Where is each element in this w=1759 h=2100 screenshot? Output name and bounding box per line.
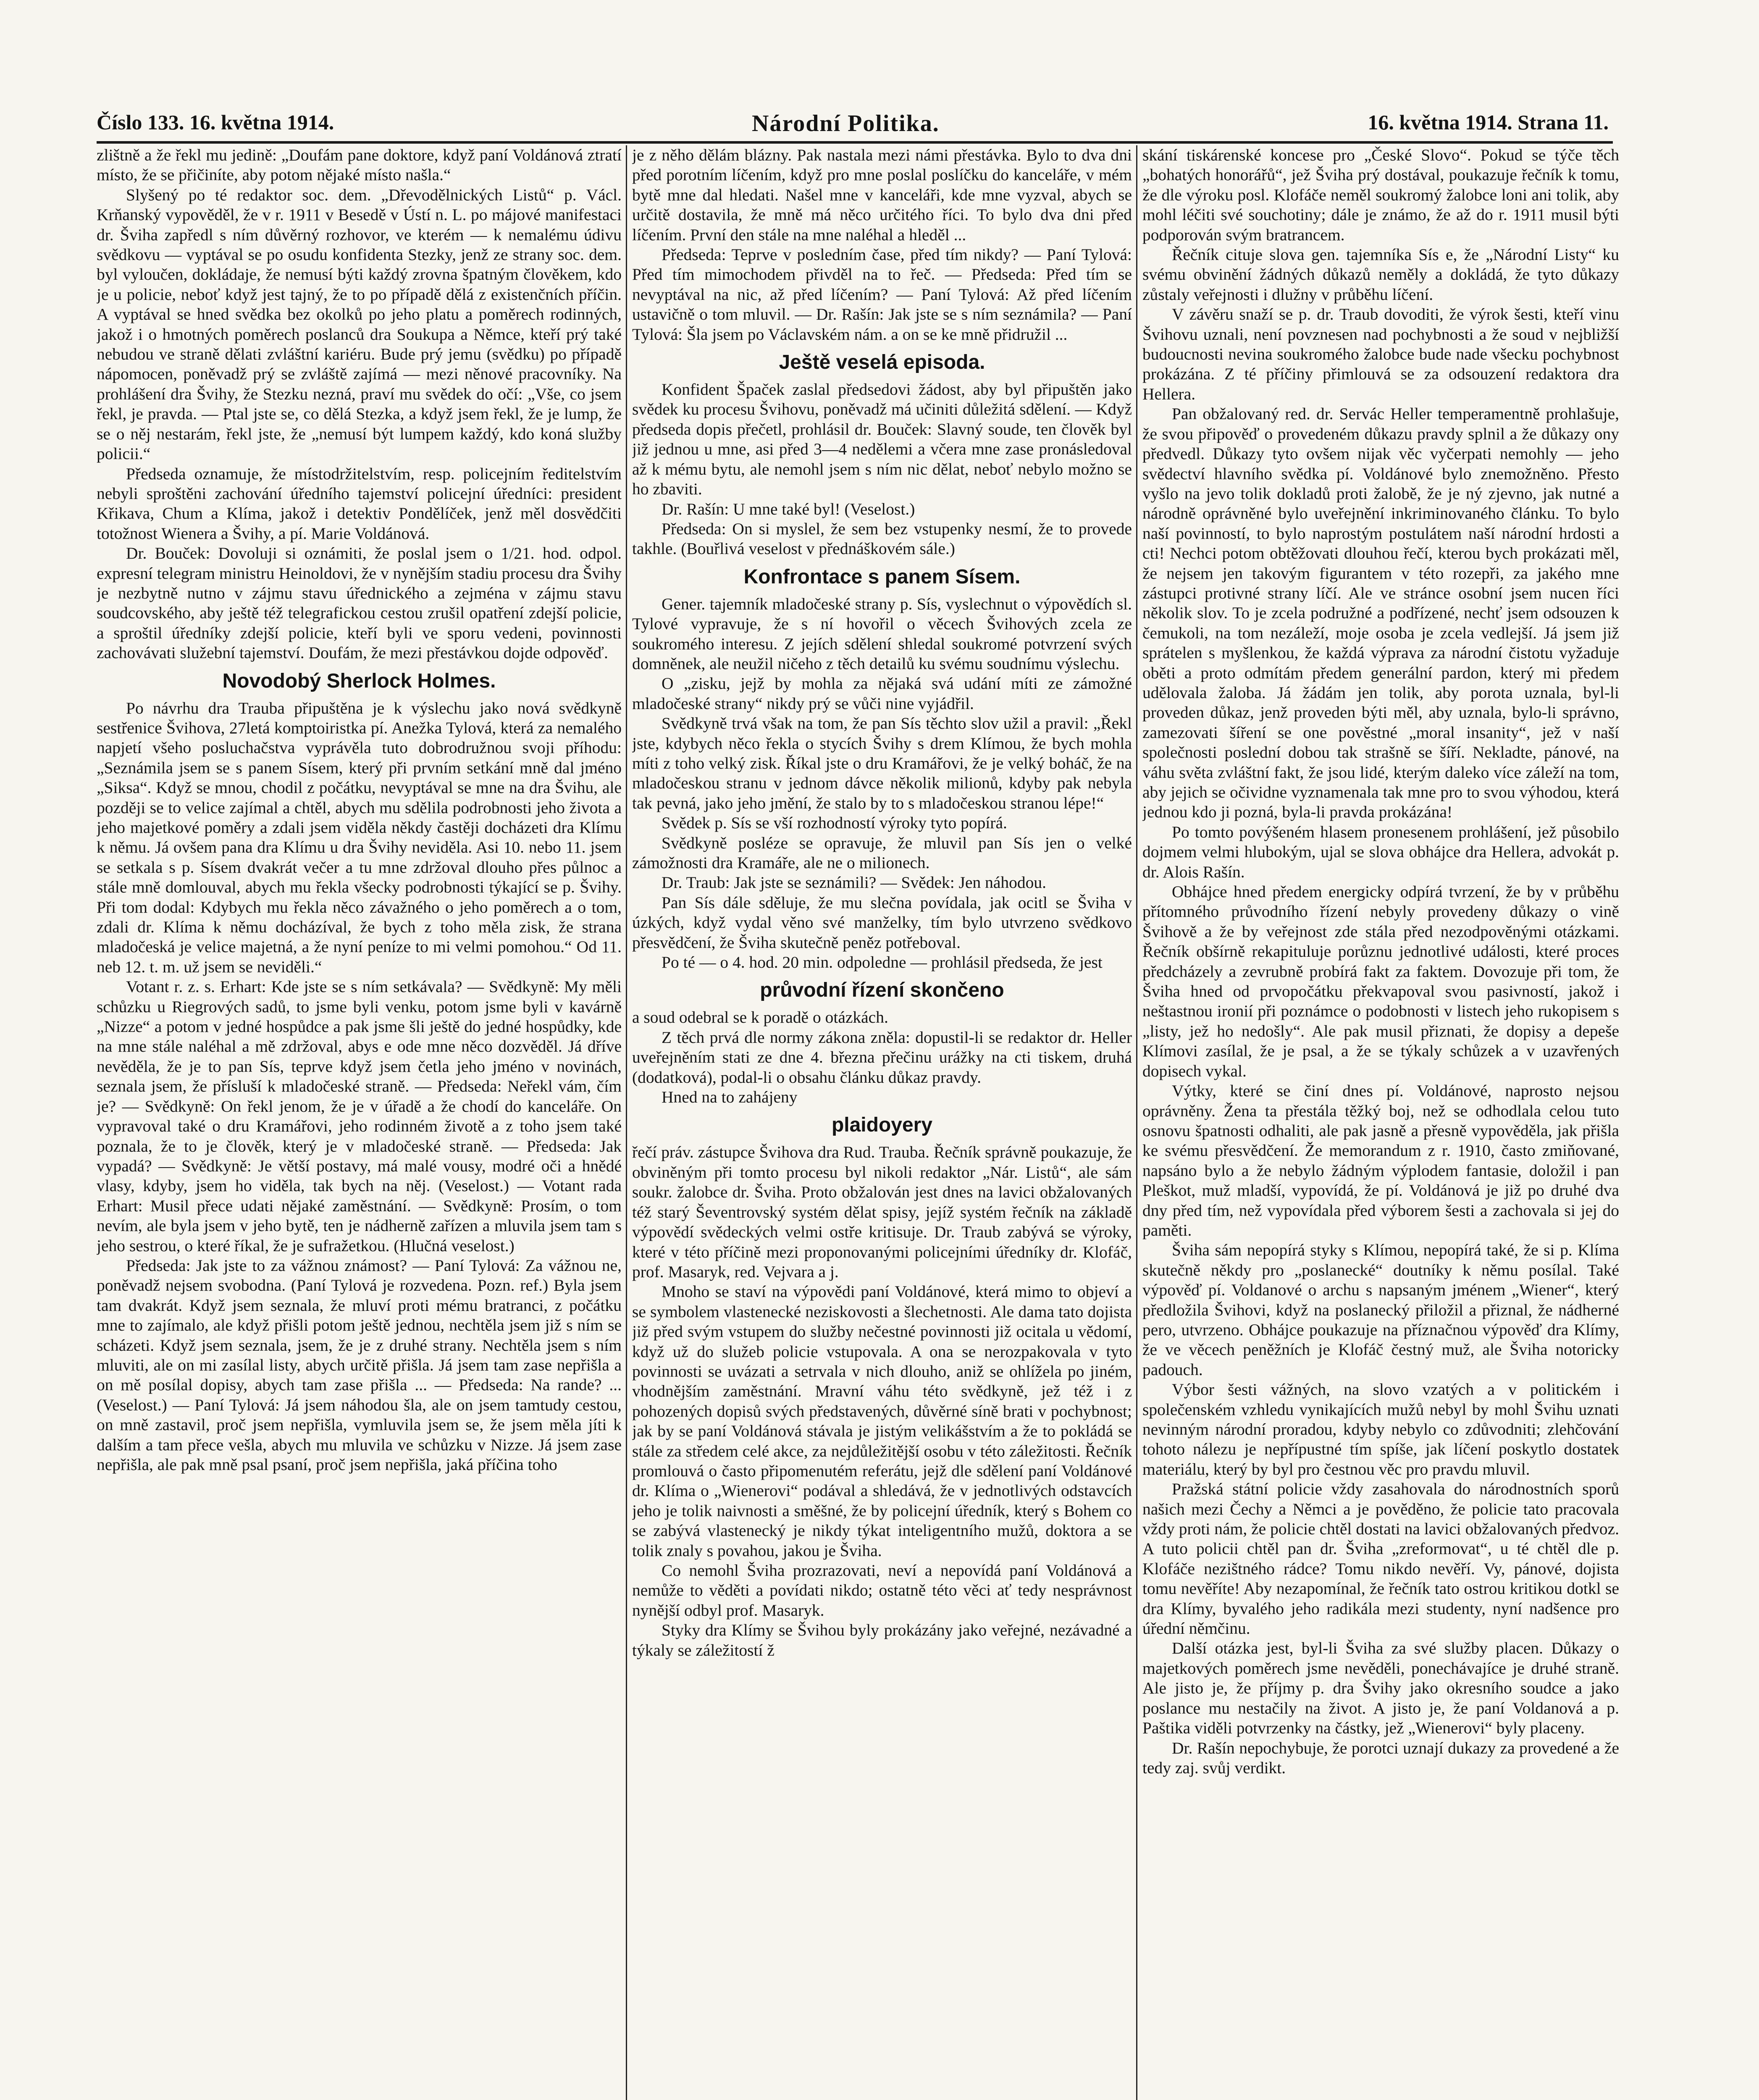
column-1 (97, 145, 622, 2100)
column-divider (1136, 145, 1137, 2100)
paragraph: Pražská státní policie vždy zasahovala do národnostních sporů našich mezi Čechy a Němci a je pověděno, že policie tato pracovala vždy proti nám, že policie chtěl dostati na lavici obžalovaných předvoz. A tuto policii chtěl pan dr. Šviha „zreformovat“, u té chtěl dle p. Klofáče nezištného rádce? Tomu nikdo nevěří. Vy, pánové, dojista tomu nevěříte! Aby nezapomínal, že řečník tato ostrou kritikou dotkl se dra Klímy, byvalého jeho radikála mezi studenty, nyní nadšence pro úřední němčinu. (1142, 1480, 1619, 1638)
paragraph: Svědek p. Sís se vší rozhodností výroky tyto popírá. (662, 814, 1007, 832)
paragraph: Po návrhu dra Trauba připuštěna je k výslechu jako nová svědkyně sestřenice Švihova, 27letá komptoiristka pí. Anežka Tylová, která za nemalého napjetí všeho posluchačstva vyprávěla tuto dobrodružnou svoji příhodu: „Seznámila jsem se s panem Sísem, který při prvním setkání mně dal jméno „Siksa“. Když se mnou, chodil z počátku, nevyptával se mne na dra Švihu, ale později se to velice zajímal a chtěl, abych mu sdělila podrobnosti jeho života a jeho majetkové poměry a zdali jsem viděla někdy častěji docházeti dra Klímu k němu. Já ovšem pana dra Klímu u dra Švihy neviděla. Asi 10. nebo 11. jsem se setkala s p. Sísem dvakrát večer a tu mne zdržoval dlouho přes půlnoc a stále mně domlouval, abych mu řekla všecky podrobnosti týkající se p. Švihy. Při tom dodal: Kdybych mu řekla něco závažného o jeho poměrech a o tom, zdali dr. Klíma k němu docházíval, že bych z toho měla zisk, že strana mladočeská je velice majetná, a že nyní peníze to mi velmi pomohou.“ Od 11. neb 12. t. m. už jsem se neviděli.“ (97, 698, 622, 976)
paragraph: Předseda oznamuje, že místodržitelstvím, resp. policejním ředitelstvím nebyli sproštěni zachování úředního tajemství policejní úředníci: president Křikava, Chum a Klíma, jakož i detektiv Pondělíček, jenž měl dosvědčiti totožnost Wienera a Švihy, a pí. Marie Voldánová. (97, 464, 622, 543)
paragraph: Předseda: Jak jste to za vážnou známost? — Paní Tylová: Za vážnou ne, poněvadž nejsem svobodna. (Paní Tylová je rozvedena. Pozn. ref.) Byla jsem tam dvakrát. Když jsem seznala, že mluví proti mému bratranci, z počátku mne to zajímalo, ale když přišli potom ještě jednou, nechtěla jsem již s ním se scházeti. Když jsem seznala, jsem, že je z druhé strany. Nechtěla jsem s ním mluviti, ale on mi zasílal listy, abych určitě přišla. Já jsem tam zase nepřišla a on mě posílal dopisy, abych tam zase přišla ... — Předseda: Na rande? ... (Veselost.) — Paní Tylová: Já jsem náhodou šla, ale on jsem tamtudy cestou, on mně zastavil, proč jsem nepřišla, vymluvila jsem se, že jsem měla jíti k dalším a tam přece vešla, abych mu mluvila ve schůzku v Nizze. Já jsem zase nepřišla, ale pak mně psal psaní, proč jsem nepřišla, jaká příčina toho (97, 1256, 622, 1474)
paragraph: Svědkyně trvá však na tom, že pan Sís těchto slov užil a pravil: „Řekl jste, kdybych něco řekla o stycích Švihy s drem Klímou, že bych mohla míti z toho velký zisk. Říkal jste o dru Kramářovi, že je velký boháč, že na mladočeskou stranu v jednom dávce několik milionů, kdyby pak nebyla tak pevná, jako jeho jmění, že stalo by to s mladočeskou stranou lépe!“ (632, 714, 1132, 812)
paragraph: Dr. Rašín: U mne také byl! (Veselost.) (662, 499, 915, 518)
column-3 (1142, 145, 1619, 2100)
paragraph: skání tiskárenské koncese pro „České Slovo“. Pokud se týče těch „bohatých honorářů“, jež Šviha prý dostával, poukazuje řečník k tomu, že dle výroku posl. Klofáče neměl soukromý žalobce loni ani tolik, aby mohl léčiti své souchotiny; dále je známo, že až do r. 1911 musil býti podporován svým bratrancem. (1142, 146, 1619, 244)
issue-number: Číslo 133. 16. května 1914. (97, 110, 334, 134)
column-2 (632, 145, 1132, 2100)
date-and-page: 16. května 1914. Strana 11. (1368, 110, 1609, 134)
header-rule (97, 141, 1613, 144)
paragraph: Po té — o 4. hod. 20 min. odpoledne — prohlásil předseda, že jest (662, 953, 1103, 972)
paragraph: Z těch prvá dle normy zákona zněla: dopustil-li se redaktor dr. Heller uveřejněním stati ze dne 4. března přečinu urážky na cti tiskem, druhá (dodatková), podal-li o obsahu článku důkaz pravdy. (632, 1028, 1132, 1087)
paragraph: Dr. Bouček: Dovoluji si oznámiti, že poslal jsem o 1/21. hod. odpol. expresní telegram ministru Heinoldovi, že v nynějším stadiu procesu dra Švihy je nezbytně nutno v zájmu stavu úřednického a zejména v zájmu stavu soudcovského, aby ještě též telegrafickou cestou zrušil opatření zdejší policie, a sproštil úředníky zdejší policie, kteří byli ve sporu vedeni, povinnosti zachovávati služební tajemství. Doufám, že mezi přestávkou dojde odpověď. (97, 544, 622, 662)
paragraph: Votant r. z. s. Erhart: Kde jste se s ním setkávala? — Svědkyně: My měli schůzku u Riegrových sadů, to jsme byli venku, potom jsme byli v kavárně „Nizze“ a potom v jedné hospůdce a pak jsme šli ještě do jedné hospůdky, kde na mne stále naléhal a mě zdržoval, abys e ode mne něco dozvěděl. Já dříve nevěděla, že je to pan Sís, teprve když jsem četla jeho jméno v novinách, seznala jsem, že přísluší k mladočeské straně. — Předseda: Neřekl vám, čím je? — Svědkyně: On řekl jenom, že je v úřadě a že chodí do kanceláře. On vypravoval také o dru Kramářovi, jeho rodinném životě a z toho jsem také poznala, že to je člověk, který je v mladočeské straně. — Předseda: Jak vypadá? — Svědkyně: Je větší postavy, má malé vousy, modré oči a hnědé vlasy, kdyby, jsem ho viděla, tak bych na něj. (Veselost.) — Votant rada Erhart: Musil přece udati nějaké zaměstnání. — Svědkyně: Prosím, o tom nevím, ale byla jsem v jeho bytě, ten je nádherně zařízen a mluvila jsem tam s jeho sestrou, o které říkal, že je sufražetkou. (Hlučná veselost.) (97, 977, 622, 1255)
paragraph: řečí práv. zástupce Švihova dra Rud. Trauba. Řečník správně poukazuje, že obviněným při tomto procesu byl nikoli redaktor „Nár. Listů“, ale sám soukr. žalobce dr. Šviha. Proto obžalován jest dnes na lavici obžalovaných též starý Ševentrovský systém dělat spisy, jejíž systém řečník na základě výpovědí svědeckých velmi ostře kritisuje. Dr. Traub zabývá se výroky, které v této příčině mezi proponovanými policejními úředníky dr. Klofáč, prof. Masaryk, red. Vejvara a j. (632, 1143, 1132, 1281)
paragraph: Styky dra Klímy se Švihou byly prokázány jako veřejné, nezávadné a týkaly se záležitostí ž (632, 1621, 1132, 1659)
section-heading: Konfrontace s panem Sísem. (743, 565, 1021, 588)
paragraph: Výbor šesti vážných, na slovo vzatých a v politickém i společenském vzhledu vynikajících mužů nebyl by mohl Švihu uznati nevinným národní proradou, kdyby nebylo co zdůvodniti; zlehčování tohoto nálezu je nepřípustné tím spíše, jak líčení poskytlo dostatek materiálu, který by byl pro čestnou věc pro pravdu mluvil. (1142, 1380, 1619, 1478)
paragraph: Řečník cituje slova gen. tajemníka Sís e, že „Národní Listy“ ku svému obvinění žádných důkazů neměly a dokládá, že tyto důkazy zůstaly veřejnosti i dlužny v průběhu líčení. (1142, 245, 1619, 304)
section-heading: Ještě veselá episoda. (779, 351, 985, 374)
paragraph: Obhájce hned předem energicky odpírá tvrzení, že by v průběhu přítomného průvodního řízení nebyly provedeny důkazy o vině Švihově a že by veřejnost zde stála před nezodpověnými otázkami. Řečník obšírně rekapituluje porůznu jednotlivé události, které proces předcházely a zevrubně probírá fakt za faktem. Dovozuje při tom, že Šviha hned od prvopočátku překvapoval svou pasivností, jakož i neštastnou ironií při poznámce o podobnosti v listech jeho rukopisem s „listy, jež ho nedošly“. Ale pak musil přiznati, že dopisy a depeše Klímovi zasílal, že je psal, a že se týkaly schůzek a v uzavřených dopisech vykal. (1142, 882, 1619, 1080)
paragraph: Dr. Rašín nepochybuje, že porotci uznají dukazy za provedené a že tedy zaj. svůj verdikt. (1142, 1738, 1619, 1777)
paragraph: Pan obžalovaný red. dr. Servác Heller temperamentně prohlašuje, že svou připověď o provedeném důkazu pravdy splnil a že důkazy ony předvedl. Důkazy tyto ovšem nijak věc vyčerpati nemohly — jeho svědectví hlavního svědka pí. Voldánové bylo znemožněno. Přesto vyšlo na jevo tolik dokladů proti žalobě, že je ný zjevno, jak nutné a národně oprávněné bylo uveřejnění inkriminovaného článku. To bylo naší povinností, to bylo naprostým postulátem naší národní hrdosti a cti! Nechci potom obtěžovati dlouhou řečí, kterou bych prokázati měl, že nejsem jen takovým figurantem v této rozepři, za jakého mne zástupci protivné strany líčí. Ale ve stránce osobní jsem nucen říci několik slov. To je zcela podružné a podřízené, nechť jsem odsouzen k čemukoli, na tom nezáleží, moje osoba je zcela vedlejší. Já jsem již sprátelen s myšlenkou, že každá výprava za národní čistotu vyžaduje oběti a proto odmítám předem generální pardon, který mi předem udělovala žaloba. Já žádám jen tolik, aby porota uznala, byl-li proveden důkaz, jenž proveden býti měl, aby uznala, bylo-li správno, zamezovati šíření se one pověstné „moral insanity“, jež v naší společnosti poslední dobou tak strašně se šíří. Nekladte, pánové, na váhu světa zvláštní fakt, že jsou lidé, kterým daleko více záleží na tom, aby jejich se očividne vyznamenala tak mne pro to svou výhodou, která jednou kdo ji pozná, byla-li pravda prokázána! (1142, 404, 1619, 822)
paragraph: Svědkyně posléze se opravuje, že mluvil pan Sís jen o velké zámožnosti dra Kramáře, ale ne o milionech. (632, 833, 1132, 872)
section-heading: průvodní řízení skončeno (760, 979, 1004, 1002)
paragraph: a soud odebral se k poradě o otázkách. (632, 1008, 888, 1027)
paragraph: Mnoho se staví na výpovědi paní Voldánové, která mimo to objeví a se symbolem vlastenecké neziskovosti a šlechetnosti. Ale dama tato dojista již před svým vstupem do služby nečestné povinnosti již ocitala u vědomí, když už do služeb policie vstupovala. A ona se nerozpakovala v tyto povinnosti se uvázati a setrvala v nich dlouho, aniž se ohlížela po jiném, vhodnějším zaměstnání. Mravní váhu této svědkyně, jež též i z pohozených dopisů svých představených, důvěrné síně brati v pochybnost; jak by se paní Voldánová stávala je jistým velikášstvím a že to pokládá se stále za středem celé akce, za nejdůležitější osobu v této záležitosti. Řečník promlouvá o často připomenutém referátu, jejž dle sdělení paní Voldánové dr. Klíma o „Wienerovi“ podával a shledává, že v jednotlivých odstavcích jeho je tolik naivnosti a směšné, že by policejní úředník, který s Bohem co se zabývá vlastenecký je nikdy týkat inteligentního mužů, doktora a se tolik znaly s povahou, jakou je Šviha. (632, 1282, 1132, 1560)
paragraph: O „zisku, jejž by mohla za nějaká svá udání míti ze zámožné mladočeské strany“ nikdy prý se vůči nine vyjádřil. (632, 674, 1132, 713)
paragraph: V závěru snaží se p. dr. Traub dovoditi, že výrok šesti, kteří vinu Švihovu uznali, není povznesen nad pochybnosti a že soud v nejbližší budoucnosti nevina soukromého žalobce bude nade všecku pochybnost prokázána. Z té příčiny přimlouvá se za odsouzení redaktora dra Hellera. (1142, 305, 1619, 403)
column-divider (626, 145, 627, 2100)
paragraph: Gener. tajemník mladočeské strany p. Sís, vyslechnut o výpovědích sl. Tylové vypravuje, že s ní hovořil o věcech Švihových zcela ze soukromého interesu. Z jejích sdělení shledal soukromé potvrzení svých domněnek, ale neužil ničeho z těch detailů ku svému soudnímu výslechu. (632, 594, 1132, 673)
paragraph: Konfident Špaček zaslal předsedovi žádost, aby byl připuštěn jako svědek ku procesu Švihovu, poněvadž má učiniti důležitá sdělení. — Když předseda dopis přečetl, prohlásil dr. Bouček: Slavný soude, ten člověk byl již jednou u mne, asi před 3—4 nedělemi a včera mne zase pronásledoval až k mému bytu, ale nemohl jsem s ním nic dělat, neboť nebylo možno se ho zbaviti. (632, 380, 1132, 499)
paragraph: Slyšený po té redaktor soc. dem. „Dřevodělnických Listů“ p. Václ. Krňanský vypověděl, že v r. 1911 v Besedě v Ústí n. L. po májové manifestaci dr. Šviha zapředl s ním důvěrný rozhovor, ve kterém — k nemalému údivu svědkovu — vyptával se po osudu konfidenta Stezky, jenž ze strany soc. dem. byl vyloučen, dokládaje, že nemusí býti každý zrovna špatným člověkem, kdo je u policie, neboť když jest tajný, že to po případě dělá z existenčních příčin. A vyptával se hned svědka bez okolků po jeho platu a poměrech rodinných, jakož i o hmotných poměrech poslanců dra Soukupa a Němce, kteří prý také nebudou ve straně dělati zvláštní kariéru. Bude prý jemu (svědku) po případě nápomocen, poněvadž prý se zvláště zajímá — mezi něnové pracovníky. Na prohlášení dra Švihy, že Stezku nezná, praví mu svědek do očí: „Vše, co jsem řekl, je pravda. — Ptal jste se, co dělá Stezka, a když jsem řekl, že je lump, že se o něj nestarám, řekl jste, že „nemusí být lumpem každý, kdo koná služby policii.“ (97, 185, 622, 463)
paragraph: Výtky, které se činí dnes pí. Voldánové, naprosto nejsou oprávněny. Žena ta přestála těžký boj, než se odhodlala celou tuto osnovu špatnosti odhaliti, ale pak jasně a přesně vypověděla, jak přišla ke svému přesvědčení. Že memorandum z r. 1910, často zmiňované, napsáno bylo a že nebylo žádným výplodem fantasie, doložil i pan Pleškot, muž mladší, vypovídá, že pí. Voldánová je již po druhé dva dny před tím, než vypovídala před výborem šesti a zachovala si jej do paměti. (1142, 1082, 1619, 1239)
paragraph: je z něho dělám blázny. Pak nastala mezi námi přestávka. Bylo to dva dni před porotním líčením, když pro mne poslal poslíčku do kanceláře, v mém bytě mne dal hledati. Našel mne v kanceláři, kde mne vyzval, abych se určitě dostavila, že mně má něco určitého říci. To bylo dva dni před líčením. První den stále na mne naléhal a hleděl ... (632, 146, 1132, 244)
paragraph: Hned na to zahájeny (662, 1088, 798, 1107)
paragraph: Po tomto povýšeném hlasem pronesenem prohlášení, jež působilo dojmem velmi hlubokým, ujal se slova obhájce dra Hellera, advokát p. dr. Alois Rašín. (1142, 822, 1619, 881)
paragraph: Dr. Traub: Jak jste se seznámili? — Svědek: Jen náhodou. (662, 873, 1047, 892)
paragraph: Předseda: On si myslel, že sem bez vstupenky nesmí, že to provede takhle. (Bouřlivá veselost v přednáškovém sále.) (632, 519, 1132, 558)
paragraph: zlištně a že řekl mu jedině: „Doufám pane doktore, když paní Voldánová ztratí místo, že se přičiníte, aby potom nějaké místo našla.“ (97, 146, 622, 184)
paragraph: Pan Sís dále sděluje, že mu slečna povídala, jak ocitl se Šviha v úzkých, když vydal věno své manželky, tím bylo utvrzeno svědkovo přesvědčení, že Šviha skutečně peněz potřeboval. (632, 893, 1132, 952)
masthead: Národní Politika. (752, 110, 940, 136)
paragraph: Co nemohl Šviha prozrazovati, neví a nepovídá paní Voldánová a nemůže to věděti a povídati nikdo; ostatně této věci ať tedy nesprávnost nynější odbyl prof. Masaryk. (632, 1561, 1132, 1620)
section-heading: plaidoyery (831, 1114, 933, 1137)
section-heading: Novodobý Sherlock Holmes. (222, 669, 496, 692)
paragraph: Další otázka jest, byl-li Šviha za své služby placen. Důkazy o majetkových poměrech jsme nevěděli, ponechávajíce je druhé straně. Ale jisto je, že příjmy p. dra Švihy jako okresního soudce a jako poslance mu nestačily na život. A jisto je, že paní Voldanová a p. Paštika viděli potvrzenky na částky, jež „Wienerovi“ byly placeny. (1142, 1639, 1619, 1738)
page-header (97, 110, 1609, 144)
paragraph: Předseda: Teprve v posledním čase, před tím nikdy? — Paní Tylová: Před tím mimochodem přivděl na to řeč. — Předseda: Před tím se nevyptával na nic, až před líčením? — Paní Tylová: Až před líčením ustavičně o tom mluvil. — Dr. Rašín: Jak jste se s ním seznámila? — Paní Tylová: Šla jsem po Václavském nám. a on se ke mně přidružil ... (632, 245, 1132, 344)
paragraph: Šviha sám nepopírá styky s Klímou, nepopírá také, že si p. Klíma skutečně někdy pro „poslanecké“ doutníky k němu posílal. Také výpověď pí. Voldanové o archu s napsaným jménem „Wiener“, který předložila Švihovi, když na poslanecký přiložil a přiznal, že nádherné pero, utvrzeno. Obhájce poukazuje na příznačnou výpověď dra Klímy, že ve věcech peněžních je Klofáč čestný muž, ale Šviha notoricky padouch. (1142, 1241, 1619, 1379)
